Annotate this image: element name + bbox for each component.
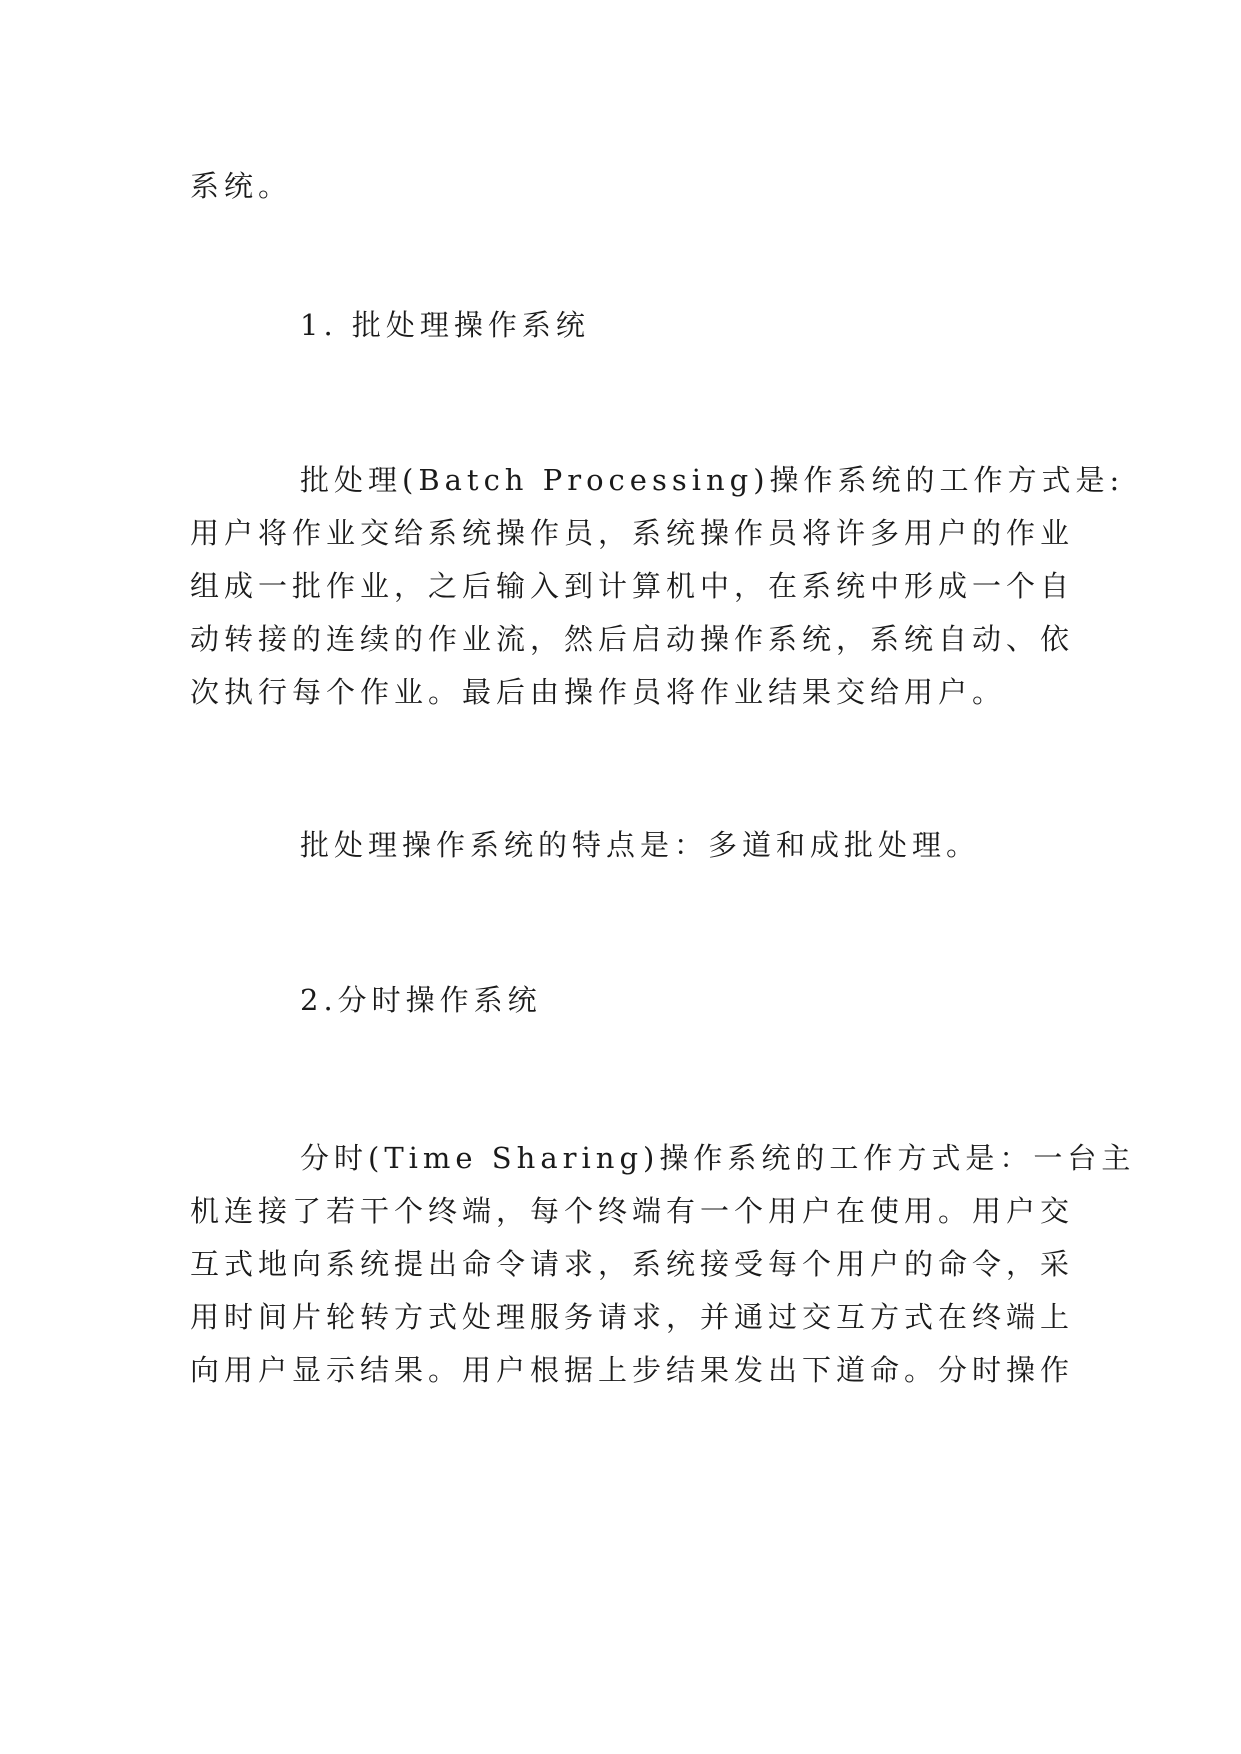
paragraph-line: 分时(Time Sharing)操作系统的工作方式是：一台主 <box>300 1141 1136 1175</box>
section1-feature: 批处理操作系统的特点是：多道和成批处理。 <box>300 828 981 862</box>
paragraph-line: 互式地向系统提出命令请求，系统接受每个用户的命令，采 <box>190 1247 1075 1281</box>
paragraph-line: 用户将作业交给系统操作员，系统操作员将许多用户的作业 <box>190 516 1075 550</box>
paragraph-line: 向用户显示结果。用户根据上步结果发出下道命。分时操作 <box>190 1353 1075 1387</box>
paragraph-line: 机连接了若干个终端，每个终端有一个用户在使用。用户交 <box>190 1194 1075 1228</box>
paragraph-line: 用时间片轮转方式处理服务请求，并通过交互方式在终端上 <box>190 1300 1075 1334</box>
section1-heading: 1. 批处理操作系统 <box>300 308 590 342</box>
paragraph-line: 动转接的连续的作业流，然后启动操作系统，系统自动、依 <box>190 622 1075 656</box>
paragraph-line: 批处理(Batch Processing)操作系统的工作方式是: <box>300 463 1125 497</box>
paragraph-line: 组成一批作业，之后输入到计算机中，在系统中形成一个自 <box>190 569 1075 603</box>
paragraph-line: 次执行每个作业。最后由操作员将作业结果交给用户。 <box>190 675 1007 709</box>
section2-heading: 2.分时操作系统 <box>300 983 542 1017</box>
continuation-text: 系统。 <box>190 169 293 203</box>
